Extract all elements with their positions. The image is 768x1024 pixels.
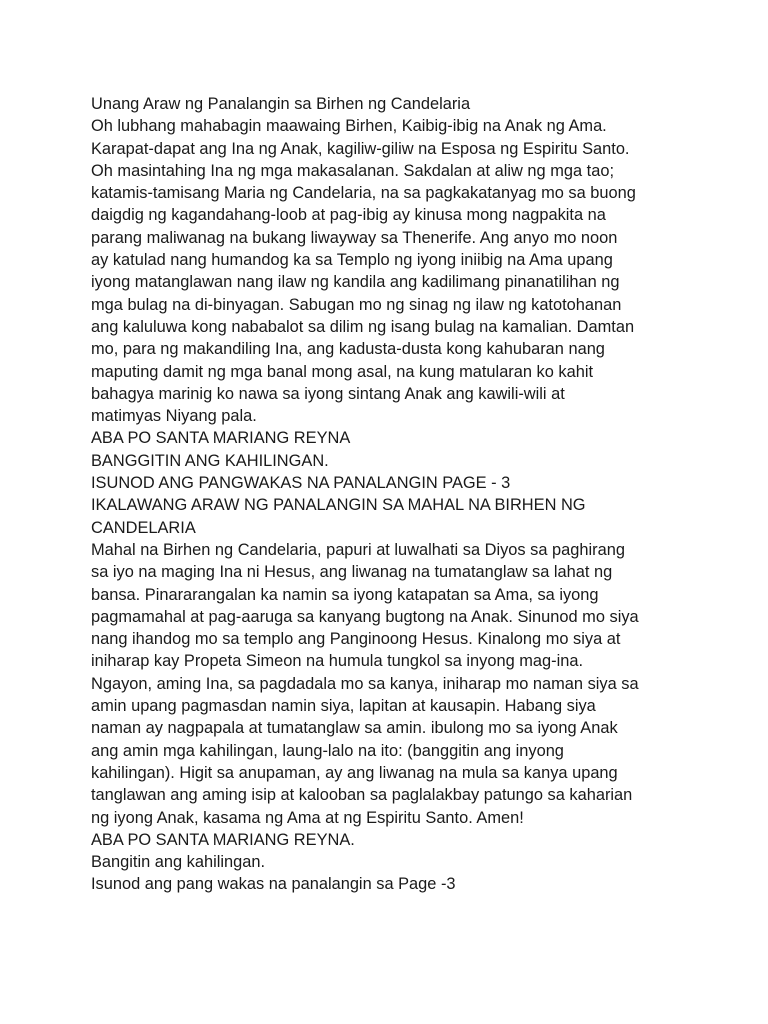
text-line: ng iyong Anak, kasama ng Ama at ng Espiritu Santo. Amen! <box>91 808 524 827</box>
text-line: kahilingan). Higit sa anupaman, ay ang liwanag na mula sa kanya upang <box>91 763 618 782</box>
day-one-title: Unang Araw ng Panalangin sa Birhen ng Candelaria <box>91 95 471 113</box>
text-line: bansa. Pinararangalan ka namin sa iyong katapatan sa Ama, sa iyong <box>91 585 599 604</box>
text-line: Oh masintahing Ina ng mga makasalanan. Sakdalan at aliw ng mga tao; <box>91 161 614 180</box>
text-line: pagmamahal at pag-aaruga sa kanyang bugtong na Anak. Sinunod mo siya <box>91 607 639 626</box>
text-line: matimyas Niyang pala. <box>91 407 257 426</box>
text-line: nang ihandog mo sa templo ang Panginoong Hesus. Kinalong mo siya at <box>91 630 621 649</box>
text-line: ABA PO SANTA MARIANG REYNA <box>91 429 351 448</box>
text-line: Oh lubhang mahabagin maawaing Birhen, Kaibig-ibig na Anak ng Ama. <box>91 117 607 136</box>
text-line: iyong matanglawan nang ilaw ng kandila ang kadilimang pinanatilihan ng <box>91 273 620 292</box>
text-line: Karapat-dapat ang Ina ng Anak, kagiliw-giliw na Esposa ng Espiritu Santo. <box>91 139 630 158</box>
text-line: maputing damit ng mga banal mong asal, na kung matularan ko kahit <box>91 362 594 381</box>
text-line: ay katulad nang humandog ka sa Templo ng iyong iniibig na Ama upang <box>91 251 613 270</box>
text-line: tanglawan ang aming isip at kalooban sa paglalakbay patungo sa kaharian <box>91 786 633 805</box>
text-line: mo, para ng makandiling Ina, ang kadusta-dusta kong kahubaran nang <box>91 340 605 359</box>
text-line: iniharap kay Propeta Simeon na humula tungkol sa inyong mag-ina. <box>91 652 584 671</box>
text-line: ang amin mga kahilingan, laung-lalo na ito: (banggitin ang inyong <box>91 741 564 760</box>
text-line: parang maliwanag na bukang liwayway sa Thenerife. Ang anyo mo noon <box>91 228 618 247</box>
text-line: mga bulag na di-binyagan. Sabugan mo ng sinag ng ilaw ng katotohanan <box>91 295 622 314</box>
day-two-title: IKALAWANG ARAW NG PANALANGIN SA MAHAL NA BIRHEN NG <box>91 496 586 515</box>
text-line: amin upang pagmasdan namin siya, lapitan at kausapin. Habang siya <box>91 697 596 716</box>
day-two-title: CANDELARIA <box>91 518 196 537</box>
text-line: ABA PO SANTA MARIANG REYNA. <box>91 830 355 849</box>
text-line: naman ay nagpapala at tumatanglaw sa amin. ibulong mo sa iyong Anak <box>91 719 618 738</box>
text-line: ang kaluluwa kong nababalot sa dilim ng isang bulag na kamalian. Damtan <box>91 317 635 336</box>
text-line: BANGGITIN ANG KAHILINGAN. <box>91 451 329 470</box>
text-line: Bangitin ang kahilingan. <box>91 853 266 872</box>
text-line: sa iyo na maging Ina ni Hesus, ang liwanag na tumatanglaw sa lahat ng <box>91 563 613 582</box>
text-line: Mahal na Birhen ng Candelaria, papuri at luwalhati sa Diyos sa paghirang <box>91 540 625 559</box>
text-line: daigdig ng kagandahang-loob at pag-ibig ay kinusa mong nagpakita na <box>91 206 606 225</box>
text-line: bahagya marinig ko nawa sa iyong sintang Anak ang kawili-wili at <box>91 384 565 403</box>
text-line: katamis-tamisang Maria ng Candelaria, na sa pagkakatanyag mo sa buong <box>91 184 636 203</box>
text-line: Isunod ang pang wakas na panalangin sa Page -3 <box>91 875 456 894</box>
prayer-text <box>91 93 691 896</box>
text-line: Ngayon, aming Ina, sa pagdadala mo sa kanya, iniharap mo naman siya sa <box>91 674 639 693</box>
text-line: ISUNOD ANG PANGWAKAS NA PANALANGIN PAGE - 3 <box>91 474 511 493</box>
